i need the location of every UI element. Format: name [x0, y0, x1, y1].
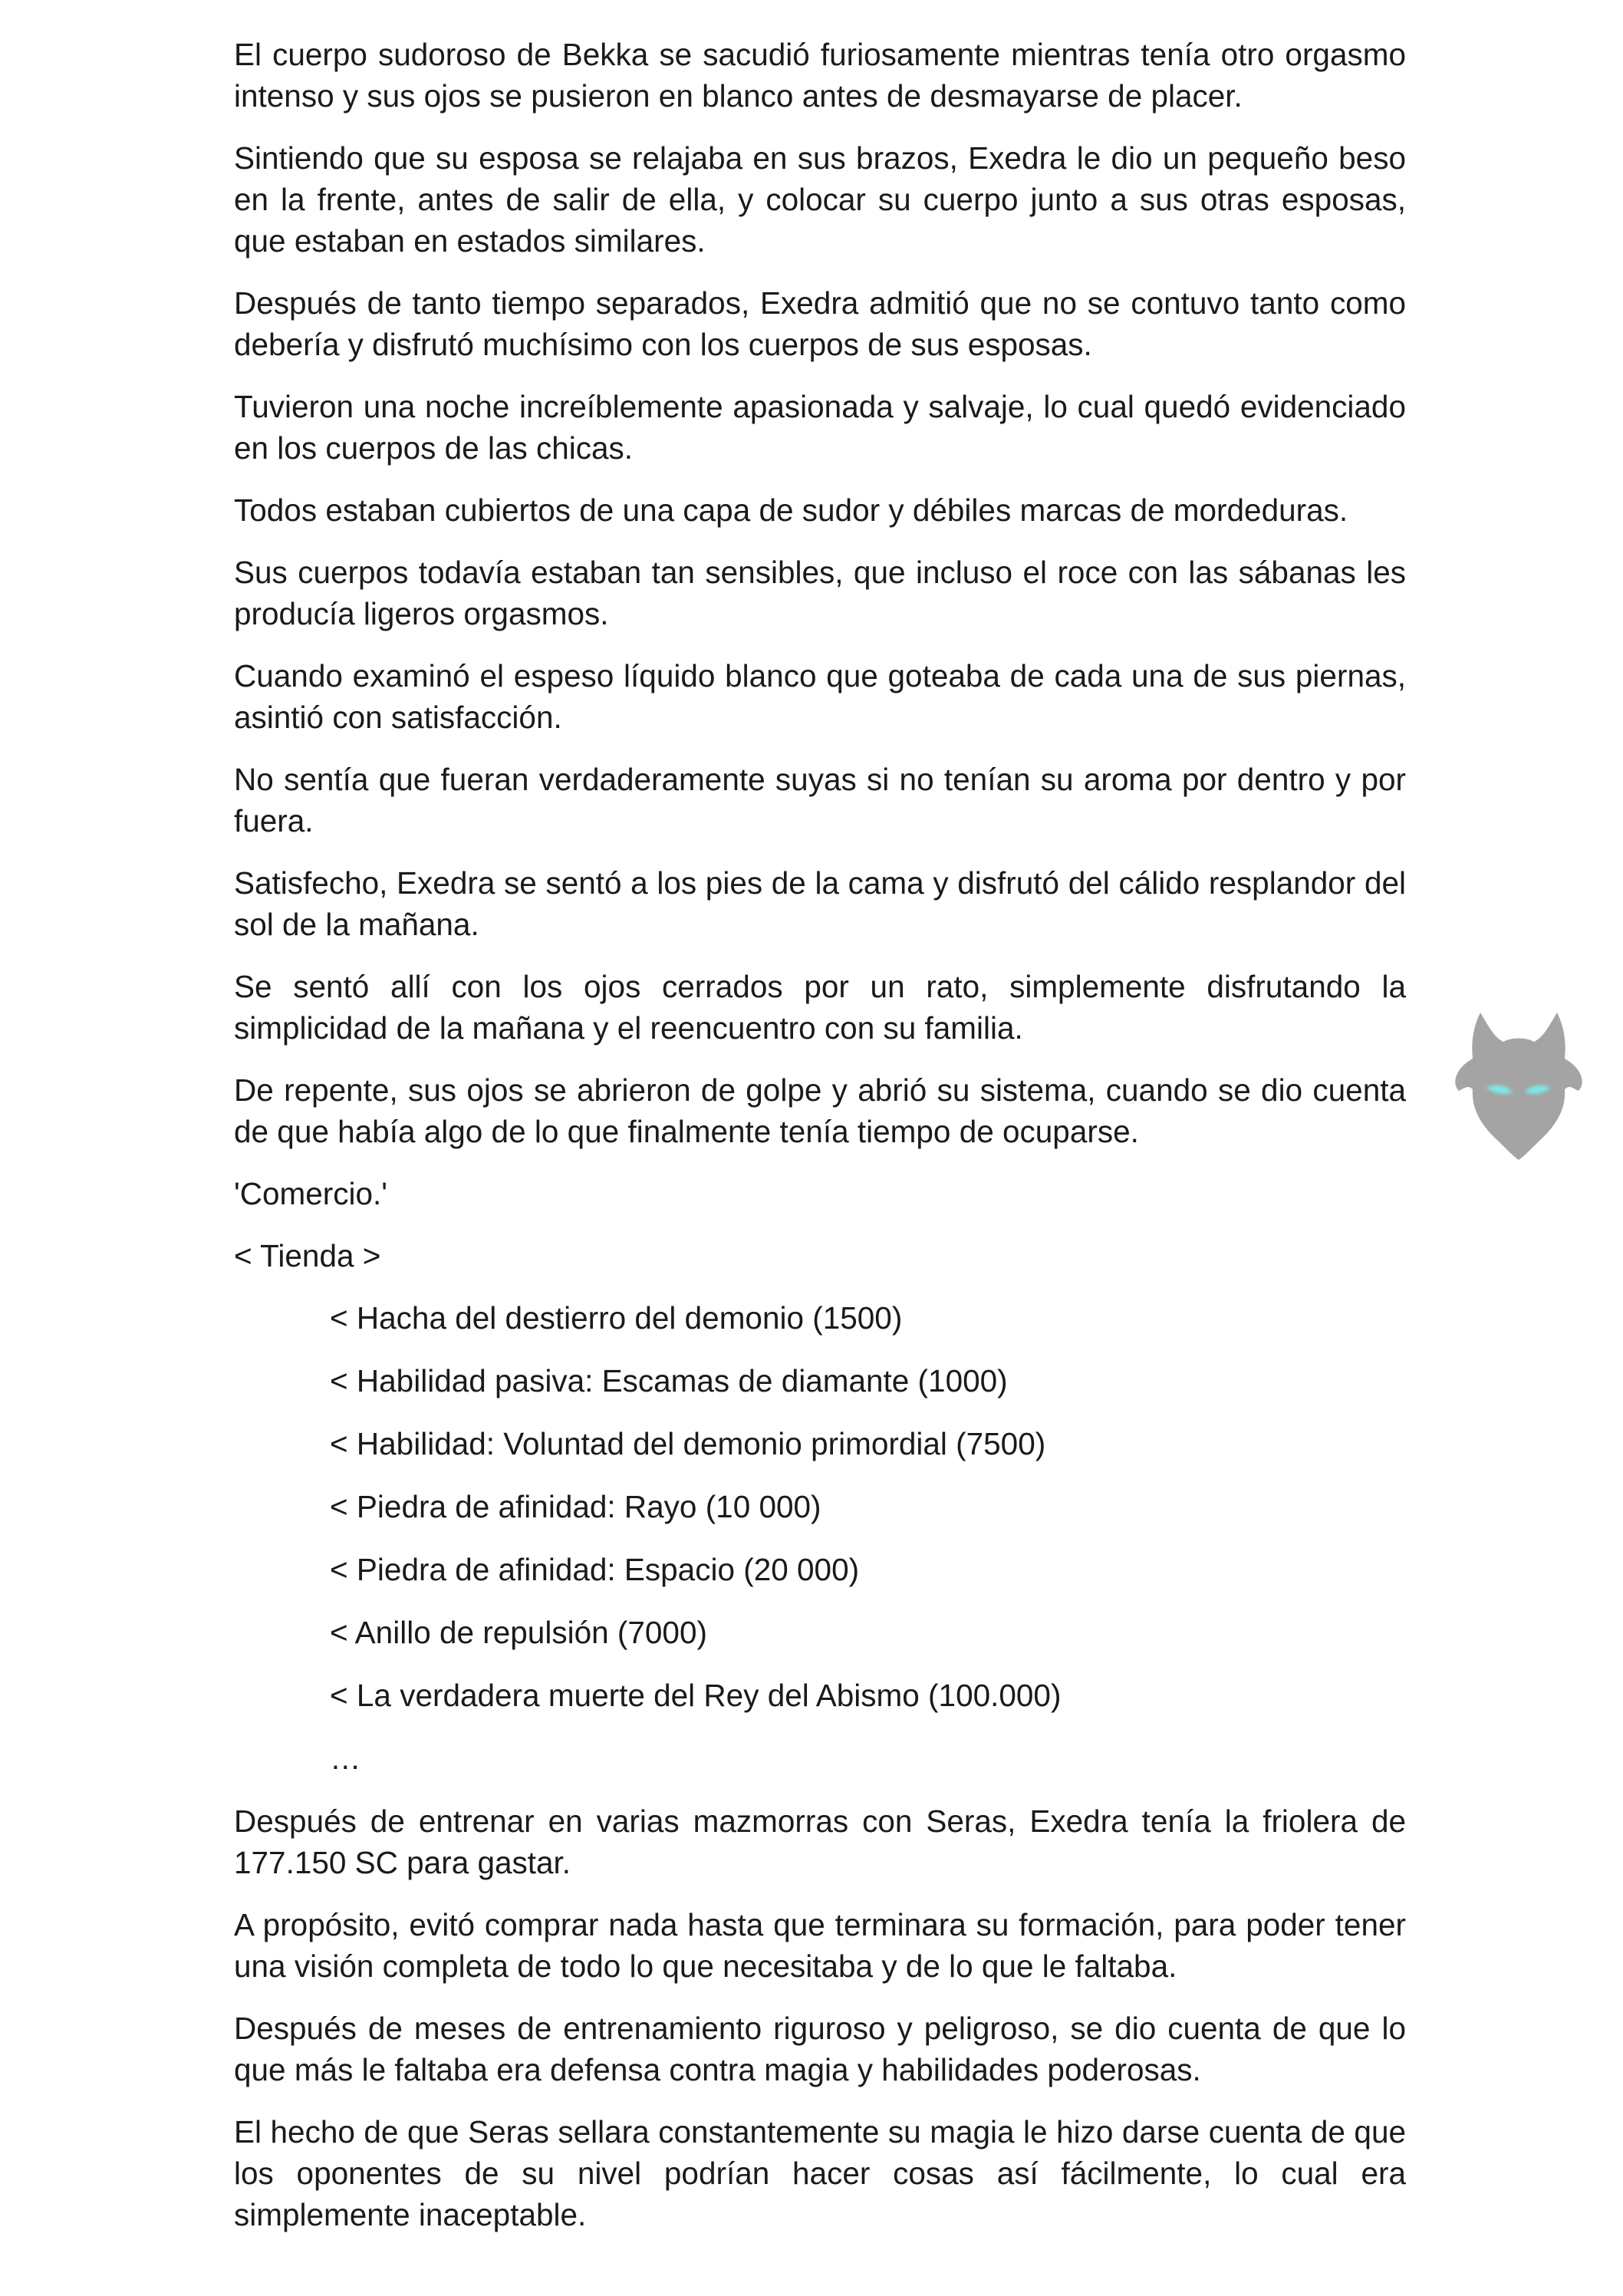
demon-head-svg [1450, 997, 1588, 1166]
paragraphs-before [234, 34, 1406, 1276]
paragraph: Sintiendo que su esposa se relajaba en sus brazos, Exedra le dio un pequeño beso en la frente, antes de salir de ella, y colocar su cuerpo junto a sus otras esposas, que estaban en estados similares. [234, 140, 1406, 259]
shop-item: < Habilidad: Voluntad del demonio primordial (7500) [330, 1426, 1046, 1461]
shop-item: < Habilidad pasiva: Escamas de diamante (1000) [330, 1363, 1008, 1398]
paragraph: De repente, sus ojos se abrieron de golpe y abrió su sistema, cuando se dio cuenta de que había algo de lo que finalmente tenía tiempo de ocuparse. [234, 1072, 1406, 1149]
shop-item: < La verdadera muerte del Rey del Abismo (100.000) [330, 1678, 1062, 1713]
paragraph: Después de tanto tiempo separados, Exedra admitió que no se contuvo tanto como debería y disfrutó muchísimo con los cuerpos de sus esposas. [234, 285, 1406, 362]
paragraph: Después de entrenar en varias mazmorras con Seras, Exedra tenía la friolera de 177.150 SC para gastar. [234, 1804, 1406, 1880]
shop-item: < Hacha del destierro del demonio (1500) [330, 1300, 903, 1336]
shop-item: < Anillo de repulsión (7000) [330, 1615, 707, 1650]
paragraph: No sentía que fueran verdaderamente suyas si no tenían su aroma por dentro y por fuera. [234, 762, 1406, 838]
paragraph: El cuerpo sudoroso de Bekka se sacudió furiosamente mientras tenía otro orgasmo intenso y sus ojos se pusieron en blanco antes de desmayarse de placer. [234, 37, 1406, 114]
demon-head-watermark-icon [1450, 997, 1588, 1166]
paragraph: Cuando examinó el espeso líquido blanco que goteaba de cada una de sus piernas, asintió con satisfacción. [234, 658, 1406, 735]
paragraph: Después de meses de entrenamiento riguroso y peligroso, se dio cuenta de que lo que más le faltaba era defensa contra magia y habilidades poderosas. [234, 2011, 1406, 2087]
paragraphs-after [234, 1800, 1406, 2235]
paragraph: Tuvieron una noche increíblemente apasionada y salvaje, lo cual quedó evidenciado en los cuerpos de las chicas. [234, 389, 1406, 466]
paragraph: El hecho de que Seras sellara constantemente su magia le hizo darse cuenta de que los oponentes de su nivel podrían hacer cosas así fácilmente, lo cual era simplemente inaceptable. [234, 2114, 1406, 2232]
paragraph: A propósito, evitó comprar nada hasta que terminara su formación, para poder tener una visión completa de todo lo que necesitaba y de lo que le faltaba. [234, 1907, 1406, 1984]
paragraph: Todos estaban cubiertos de una capa de sudor y débiles marcas de mordeduras. [234, 492, 1348, 528]
shop-heading: < Tienda > [234, 1238, 381, 1273]
paragraph: 'Comercio.' [234, 1176, 388, 1211]
shop-item: < Piedra de afinidad: Rayo (10 000) [330, 1489, 821, 1524]
demon-head-shape [1455, 1013, 1582, 1160]
paragraph: Se sentó allí con los ojos cerrados por un rato, simplemente disfrutando la simplicidad de la mañana y el reencuentro con su familia. [234, 969, 1406, 1046]
document-page [234, 34, 1406, 2235]
shop-list-ellipsis: … [330, 1741, 361, 1776]
shop-item: < Piedra de afinidad: Espacio (20 000) [330, 1552, 860, 1587]
paragraph: Satisfecho, Exedra se sentó a los pies de la cama y disfrutó del cálido resplandor del sol de la mañana. [234, 865, 1406, 942]
paragraph: Sus cuerpos todavía estaban tan sensibles, que incluso el roce con las sábanas les producía ligeros orgasmos. [234, 555, 1406, 631]
shop-item-list [234, 1297, 1406, 1779]
